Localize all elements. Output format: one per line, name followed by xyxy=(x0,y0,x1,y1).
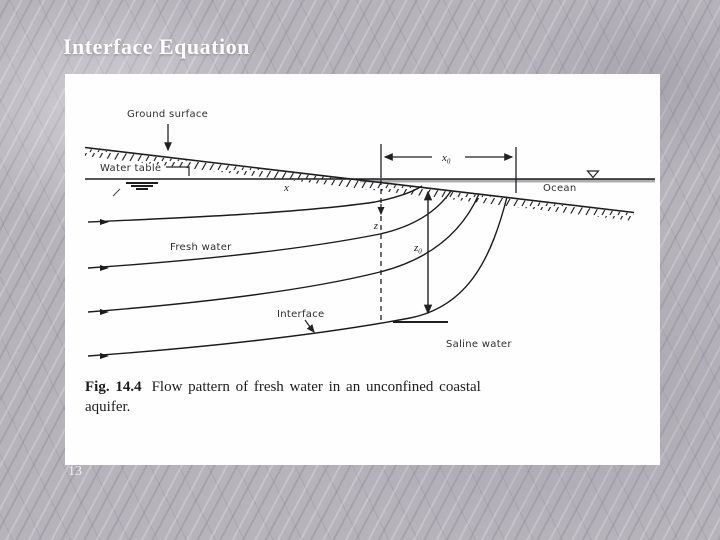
nabla-water-surface-icon xyxy=(588,171,599,178)
flow-line xyxy=(88,191,451,268)
interface-label: Interface xyxy=(277,309,325,320)
z0-label: $z_0$ xyxy=(414,242,422,256)
tick-mark xyxy=(113,189,120,196)
figure-number: Fig. 14.4 xyxy=(85,379,142,395)
flow-direction-arrows xyxy=(100,219,109,359)
water-table-label: Water table xyxy=(100,163,162,174)
figure-panel xyxy=(65,74,660,465)
x-axis-label: x xyxy=(284,182,289,194)
z-label: z xyxy=(373,220,378,232)
x0-label: $x_0$ xyxy=(442,152,451,166)
flow-line xyxy=(88,186,422,222)
page-number: 13 xyxy=(68,464,82,479)
ocean-label: Ocean xyxy=(543,183,577,194)
water-table-symbol xyxy=(126,183,158,189)
figure-caption xyxy=(85,377,610,418)
caption-line1: Flow pattern of fresh water in an unconfined coastal xyxy=(151,379,481,395)
fresh-water-label: Fresh water xyxy=(170,242,232,253)
interface-curve xyxy=(88,197,507,356)
water-table-pointer xyxy=(166,167,189,176)
interface-pointer-arrow xyxy=(305,320,314,332)
saline-water-label: Saline water xyxy=(446,339,512,350)
caption-line2: aquifer. xyxy=(85,399,131,416)
flow-lines xyxy=(88,186,507,356)
slide-title: Interface Equation xyxy=(63,34,250,59)
ground-surface-label: Ground surface xyxy=(127,109,209,120)
